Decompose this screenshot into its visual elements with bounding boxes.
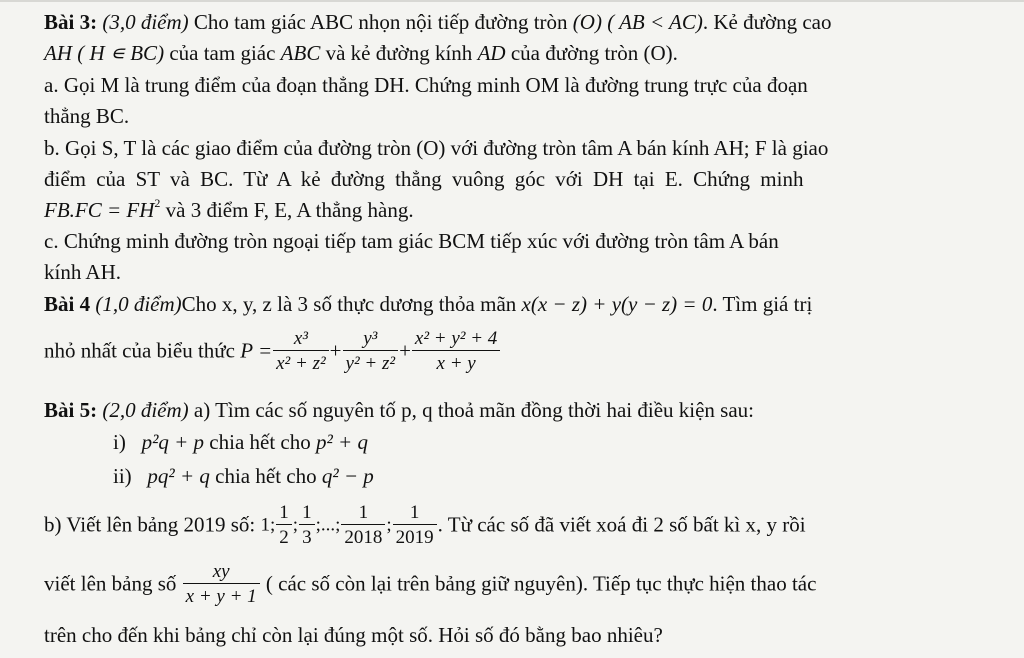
bai3-part-b-line3: $FB.FC = FH^2$ và 3 điểm F, E, A thẳng hàng.: [44, 196, 414, 222]
bai5-line1: Bài 5: (2,0 điểm) a) Tìm các số nguyên tố p, q thoả mãn đồng thời hai điều kiện sau:: [44, 398, 755, 422]
bai4-heading: Bài 4: [44, 292, 91, 316]
bai4-fraction-3: $\frac{\text{x² + y² + 4}}{x + y}$: [412, 329, 500, 373]
bai4-condition: x(x − z) + y(y − z) = 0: [521, 292, 713, 316]
bai3-line2: AH ( H ∊ BC) của tam giác ABC và kẻ đường kính AD của đường tròn (O).: [44, 41, 678, 65]
xy-fraction: $\frac{xy}{x + y + 1}$: [183, 562, 260, 606]
top-edge: [0, 0, 1024, 2]
bai4-fraction-2: $\frac{\text{y³}}{\text{y² + z²}}$: [343, 329, 399, 373]
seq-fraction-1: $\frac{1}{2}$: [276, 503, 292, 547]
bai3-part-c-line1: c. Chứng minh đường tròn ngoại tiếp tam giác BCM tiếp xúc với đường tròn tâm A bán: [44, 229, 779, 253]
seq-fraction-3: $\frac{1}{2018}$: [341, 503, 385, 547]
bai3-line1: Bài 3: (3,0 điểm) Cho tam giác ABC nhọn nội tiếp đường tròn (O) ( AB < AC). Kẻ đường cao: [44, 10, 832, 34]
bai5-part-b-line2: viết lên bảng số $\frac{xy}{x + y + 1}$ ( các số còn lại trên bảng giữ nguyên). Tiếp tục thực hiện thao tác: [44, 561, 817, 607]
bai3-part-b-line2: điểm của ST và BC. Từ A kẻ đường thẳng vuông góc với DH tại E. Chứng minh: [44, 167, 804, 191]
seq-fraction-4: $\frac{1}{2019}$: [393, 503, 437, 547]
bai3-part-b-line1: b. Gọi S, T là các giao điểm của đường tròn (O) với đường tròn tâm A bán kính AH; F là giao: [44, 136, 829, 160]
bai5-heading: Bài 5:: [44, 398, 98, 422]
bai5-part-b-line1: b) Viết lên bảng 2019 số: 1; $\frac{1}{2}$ ; $\frac{1}{3}$ ;...; $\frac{1}{2018}$ ; $\frac{1}{2019}$ . Từ các số đã viết xoá đi 2 số bất kì x, y rồi: [44, 502, 806, 548]
seq-fraction-2: $\frac{1}{3}$: [299, 503, 315, 547]
bai4-line1: Bài 4 (1,0 điểm)Cho x, y, z là 3 số thực dương thỏa mãn x(x − z) + y(y − z) = 0. Tìm giá trị: [44, 292, 813, 316]
bai4-fraction-1: $\frac{\text{x³}}{\text{x² + z²}}$: [273, 329, 329, 373]
bai4-line2: nhỏ nhất của biểu thức P = $\frac{\text{x³}}{\text{x² + z²}}$ + $\frac{\text{y³}}{\text{y² + z²}}$ + $\frac{\text{x² + y² + 4}}{x + y}$: [44, 329, 501, 373]
bai3-heading: Bài 3:: [44, 10, 98, 34]
bai5-part-b-line3: trên cho đến khi bảng chỉ còn lại đúng một số. Hỏi số đó bằng bao nhiêu?: [44, 623, 663, 647]
bai3-part-a-line1: a. Gọi M là trung điểm của đoạn thẳng DH. Chứng minh OM là đường trung trực của đoạn: [44, 73, 808, 97]
bai3-part-a-line2: thẳng BC.: [44, 104, 130, 128]
bai3-part-c-line2: kính AH.: [44, 260, 122, 284]
bai5-condition-ii: ii) pq² + q chia hết cho q² − p: [113, 464, 374, 488]
bai5-condition-i: i) p²q + p chia hết cho p² + q: [113, 430, 368, 454]
